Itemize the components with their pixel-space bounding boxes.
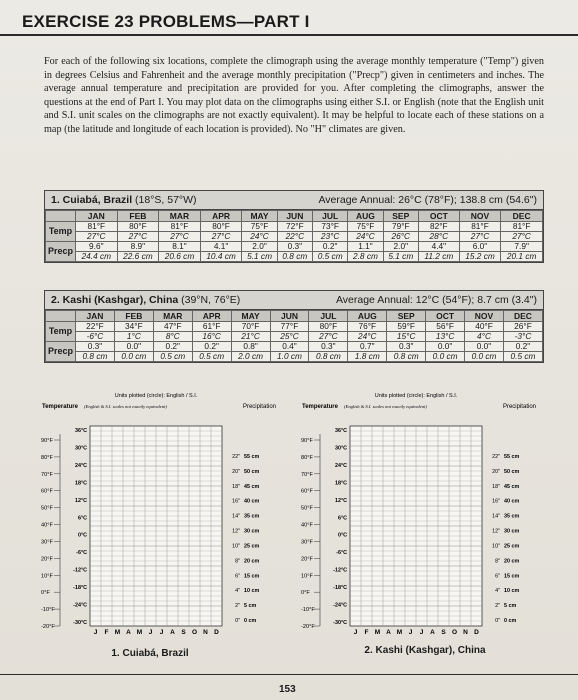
temp-c-tick: -12°C (333, 567, 347, 574)
table-cell: 0.0 cm (426, 352, 465, 362)
precip-in-tick: 18" (232, 483, 240, 490)
table-cell: 6.0" (459, 242, 501, 252)
temp-f-tick: 30°F (301, 539, 313, 546)
precip-in-tick: 16" (492, 498, 500, 505)
temp-f-tick: 80°F (301, 454, 313, 461)
table-cell: 4.1" (200, 242, 242, 252)
table-cell: 0.0" (426, 342, 465, 352)
location-table-kashi (44, 290, 544, 363)
climograph-caption-kashi: 2. Kashi (Kashgar), China (364, 645, 486, 656)
temp-f-tick: 60°F (41, 488, 53, 495)
precip-cm-tick: 45 cm (504, 483, 520, 490)
table-cell: 2.0 cm (231, 352, 270, 362)
precip-in-tick: 4" (495, 588, 500, 595)
table-cell: 61°F (192, 322, 231, 332)
precip-in-tick: 6" (235, 573, 240, 580)
temp-c-tick: 0°C (77, 532, 87, 539)
corner-cell (46, 311, 76, 322)
temp-f-tick: 30°F (41, 539, 53, 546)
month-initial: D (214, 629, 219, 636)
temp-f-tick: 20°F (41, 556, 53, 563)
temp-f-tick: 70°F (301, 471, 313, 478)
precip-in-tick: 0" (495, 618, 500, 624)
month-header: JAN (76, 311, 115, 322)
table-cell: 76°F (348, 322, 387, 332)
month-header: OCT (426, 311, 465, 322)
precip-cm-tick: 50 cm (504, 468, 520, 475)
month-header: SEP (387, 311, 426, 322)
temp-f-tick: 20°F (301, 556, 313, 563)
month-header: OCT (418, 211, 459, 222)
table-cell: 24°C (348, 232, 383, 242)
corner-cell (46, 211, 76, 222)
row-label: Temp (46, 322, 76, 342)
temp-c-tick: -12°C (73, 567, 87, 574)
table-cell: 0.8" (231, 342, 270, 352)
climograph-svg (300, 388, 540, 643)
temp-c-tick: -30°C (73, 620, 87, 626)
location-title: 2. Kashi (Kashgar), China (51, 294, 179, 306)
precip-cm-tick: 40 cm (244, 498, 260, 505)
precip-in-tick: 10" (232, 543, 240, 550)
month-initial: F (364, 629, 369, 636)
precip-cm-tick: 20 cm (244, 558, 260, 565)
precip-cm-tick: 15 cm (244, 573, 260, 580)
temp-c-tick: 30°C (74, 445, 87, 452)
month-initial: M (396, 629, 403, 636)
table-row (46, 322, 543, 332)
table-cell: 82°F (418, 222, 459, 232)
table-cell: 80°F (117, 222, 159, 232)
precip-cm-tick: 15 cm (504, 573, 520, 580)
table-row (46, 232, 543, 242)
precip-cm-tick: 0 cm (504, 618, 517, 624)
bottom-rule (0, 674, 578, 675)
month-header: FEB (117, 211, 159, 222)
precip-cm-tick: 50 cm (244, 468, 260, 475)
table-cell: 23°C (313, 232, 348, 242)
month-header: APR (200, 211, 242, 222)
month-initial: M (136, 629, 143, 636)
table-cell: 5.1 cm (242, 252, 277, 262)
table-cell: 24°C (242, 232, 277, 242)
units-line: Units plotted (circle): English / S.I. (114, 393, 198, 399)
table-cell: 0.3" (277, 242, 312, 252)
temp-c-tick: 12°C (74, 497, 87, 504)
month-initial: O (191, 629, 198, 636)
table-cell: 22°C (277, 232, 312, 242)
temp-f-tick: -20°F (41, 624, 55, 630)
month-header: FEB (114, 311, 153, 322)
precip-cm-tick: 0 cm (244, 618, 257, 624)
table-cell: 47°F (153, 322, 192, 332)
precip-cm-tick: 30 cm (244, 528, 260, 535)
table-cell: 11.2 cm (418, 252, 459, 262)
month-header: MAY (231, 311, 270, 322)
table-cell: 0.4" (270, 342, 309, 352)
table-cell: 0.8 cm (277, 252, 312, 262)
month-initial: D (474, 629, 479, 636)
climograph-cuiaba (40, 388, 280, 643)
precip-cm-tick: 10 cm (244, 588, 260, 595)
temp-f-tick: 60°F (301, 488, 313, 495)
precip-in-tick: 20" (492, 468, 500, 475)
precip-in-tick: 6" (495, 573, 500, 580)
table-row (46, 342, 543, 352)
month-header: DEC (503, 311, 542, 322)
table-cell: 27°C (117, 232, 159, 242)
month-initial: J (159, 629, 164, 636)
month-header: JUN (277, 211, 312, 222)
temp-f-tick: 90°F (41, 438, 53, 444)
temp-c-tick: -18°C (73, 585, 87, 592)
temp-c-tick: 36°C (334, 428, 347, 434)
month-initial: A (386, 629, 391, 636)
table-cell: 24°C (348, 332, 387, 342)
month-header: MAR (159, 211, 201, 222)
table-cell: 27°C (501, 232, 543, 242)
row-label: Temp (46, 222, 76, 242)
table-cell: 25°C (270, 332, 309, 342)
page-title: EXERCISE 23 PROBLEMS—PART I (22, 12, 310, 31)
precip-in-tick: 12" (492, 528, 500, 535)
location-coords: (39°N, 76°E) (181, 294, 241, 306)
table-cell: -3°C (503, 332, 542, 342)
table-row (46, 332, 543, 342)
climate-table (45, 310, 543, 362)
precip-in-tick: 8" (495, 558, 500, 565)
table-cell: 1.8 cm (348, 352, 387, 362)
precip-cm-tick: 40 cm (504, 498, 520, 505)
temp-f-tick: 90°F (301, 438, 313, 444)
temp-f-tick: 70°F (41, 471, 53, 478)
table-cell: 75°F (242, 222, 277, 232)
month-initial: S (181, 629, 186, 636)
temp-c-tick: -18°C (333, 585, 347, 592)
month-initial: A (170, 629, 175, 636)
month-initial: A (430, 629, 435, 636)
precip-in-tick: 0" (235, 618, 240, 624)
precipitation-header: Precipitation (502, 404, 536, 410)
annual-average: Average Annual: 26°C (78°F); 138.8 cm (54.6") (318, 194, 537, 206)
precipitation-header: Precipitation (242, 404, 276, 410)
location-header (45, 191, 543, 210)
table-cell: 0.8 cm (76, 352, 115, 362)
table-cell: 15°C (387, 332, 426, 342)
table-cell: 0.3" (76, 342, 115, 352)
table-cell: 0.8 cm (387, 352, 426, 362)
precip-cm-tick: 35 cm (244, 513, 260, 520)
table-row (46, 352, 543, 362)
table-cell: 4.4" (418, 242, 459, 252)
temp-f-tick: 40°F (41, 522, 53, 529)
temp-f-tick: 10°F (301, 573, 313, 580)
table-cell: 0.2" (503, 342, 542, 352)
table-cell: 8°C (153, 332, 192, 342)
month-header: JUL (309, 311, 348, 322)
table-row (46, 252, 543, 262)
table-cell: 0.5 cm (313, 252, 348, 262)
table-cell: 16°C (192, 332, 231, 342)
month-initial: M (374, 629, 381, 636)
temp-c-tick: 18°C (334, 480, 347, 487)
precip-in-tick: 12" (232, 528, 240, 535)
precip-cm-tick: 5 cm (244, 603, 257, 610)
precip-cm-tick: 55 cm (504, 454, 520, 460)
precip-cm-tick: 30 cm (504, 528, 520, 535)
table-cell: 59°F (387, 322, 426, 332)
precip-in-tick: 14" (232, 513, 240, 520)
temp-f-tick: -20°F (301, 624, 315, 630)
table-row (46, 222, 543, 232)
temp-c-tick: 6°C (337, 515, 347, 522)
month-initial: J (148, 629, 153, 636)
table-cell: 9.6" (76, 242, 118, 252)
table-cell: 0.2" (153, 342, 192, 352)
table-cell: 10.4 cm (200, 252, 242, 262)
table-cell: 26°C (383, 232, 418, 242)
table-cell: 0.0" (114, 342, 153, 352)
table-cell: 7.9" (501, 242, 543, 252)
table-cell: 81°F (459, 222, 501, 232)
table-cell: 1.1" (348, 242, 383, 252)
table-cell: 13°C (426, 332, 465, 342)
table-cell: 0.5 cm (192, 352, 231, 362)
table-cell: 0.0" (465, 342, 504, 352)
month-header: JUL (313, 211, 348, 222)
temp-c-tick: 18°C (74, 480, 87, 487)
table-cell: 34°F (114, 322, 153, 332)
table-cell: 27°C (309, 332, 348, 342)
month-header: APR (192, 311, 231, 322)
page-number: 153 (279, 684, 296, 695)
table-cell: 0.5 cm (503, 352, 542, 362)
table-cell: 0.7" (348, 342, 387, 352)
month-header: AUG (348, 211, 383, 222)
month-header: JAN (76, 211, 118, 222)
table-cell: 8.9" (117, 242, 159, 252)
table-cell: 0.0 cm (465, 352, 504, 362)
precip-in-tick: 22" (232, 454, 240, 460)
month-initial: J (353, 629, 358, 636)
temp-c-tick: 36°C (74, 428, 87, 434)
precip-in-tick: 22" (492, 454, 500, 460)
row-label: Precp (46, 242, 76, 262)
table-cell: 28°C (418, 232, 459, 242)
table-cell: 27°C (200, 232, 242, 242)
month-header: JUN (270, 311, 309, 322)
climograph-svg (40, 388, 280, 643)
table-cell: 0.0 cm (114, 352, 153, 362)
table-row (46, 242, 543, 252)
table-cell: 22.6 cm (117, 252, 159, 262)
climograph-caption-cuiaba: 1. Cuiabá, Brazil (111, 648, 189, 659)
table-cell: 26°F (503, 322, 542, 332)
temp-c-tick: 24°C (74, 462, 87, 469)
precip-in-tick: 4" (235, 588, 240, 595)
precip-in-tick: 20" (232, 468, 240, 475)
table-cell: 15.2 cm (459, 252, 501, 262)
precip-in-tick: 14" (492, 513, 500, 520)
temp-c-tick: 30°C (334, 445, 347, 452)
precip-cm-tick: 20 cm (504, 558, 520, 565)
temperature-header: Temperature (302, 404, 338, 410)
temp-f-tick: -10°F (301, 607, 315, 614)
precip-in-tick: 2" (495, 603, 500, 610)
table-cell: 81°F (76, 222, 118, 232)
month-initial: F (104, 629, 109, 636)
table-cell: 4°C (465, 332, 504, 342)
table-cell: 56°F (426, 322, 465, 332)
table-cell: 0.8 cm (309, 352, 348, 362)
location-coords: (18°S, 57°W) (135, 194, 197, 206)
precip-cm-tick: 10 cm (504, 588, 520, 595)
precip-cm-tick: 35 cm (504, 513, 520, 520)
temp-f-tick: 80°F (41, 454, 53, 461)
table-cell: 0.3" (387, 342, 426, 352)
month-initial: J (93, 629, 98, 636)
table-cell: 2.0" (242, 242, 277, 252)
month-header: NOV (465, 311, 504, 322)
table-cell: 1.0 cm (270, 352, 309, 362)
climate-table (45, 210, 543, 262)
table-cell: 81°F (501, 222, 543, 232)
month-header: MAR (153, 311, 192, 322)
table-cell: 81°F (159, 222, 201, 232)
location-header (45, 291, 543, 310)
temperature-note: (English & S.I. scales not exactly equivalent) (344, 404, 427, 409)
month-initial: J (408, 629, 413, 636)
temp-f-tick: 50°F (41, 505, 53, 512)
month-initial: J (419, 629, 424, 636)
temp-c-tick: -6°C (336, 550, 347, 557)
month-header: DEC (501, 211, 543, 222)
table-cell: 20.1 cm (501, 252, 543, 262)
table-cell: 77°F (270, 322, 309, 332)
precip-in-tick: 10" (492, 543, 500, 550)
precip-in-tick: 2" (235, 603, 240, 610)
location-name (51, 194, 197, 206)
table-cell: 1°C (114, 332, 153, 342)
table-cell: 2.8 cm (348, 252, 383, 262)
temp-f-tick: 50°F (301, 505, 313, 512)
temp-c-tick: 6°C (77, 515, 87, 522)
month-header: MAY (242, 211, 277, 222)
precip-in-tick: 8" (235, 558, 240, 565)
month-header: SEP (383, 211, 418, 222)
temperature-note: (English & S.I. scales not exactly equivalent) (84, 404, 167, 409)
temperature-header: Temperature (42, 404, 78, 410)
temp-f-tick: 40°F (301, 522, 313, 529)
climograph-kashi (300, 388, 540, 643)
table-cell: 79°F (383, 222, 418, 232)
precip-cm-tick: 55 cm (244, 454, 260, 460)
table-cell: 27°C (159, 232, 201, 242)
table-cell: 27°C (76, 232, 118, 242)
table-cell: -6°C (76, 332, 115, 342)
temp-f-tick: -10°F (41, 607, 55, 614)
precip-cm-tick: 25 cm (504, 543, 520, 550)
title-rule (0, 34, 578, 36)
month-header: NOV (459, 211, 501, 222)
table-cell: 27°C (459, 232, 501, 242)
table-cell: 8.1" (159, 242, 201, 252)
month-header: AUG (348, 311, 387, 322)
table-cell: 80°F (200, 222, 242, 232)
temp-c-tick: 24°C (334, 462, 347, 469)
temp-c-tick: 12°C (334, 497, 347, 504)
table-cell: 0.2" (192, 342, 231, 352)
table-cell: 75°F (348, 222, 383, 232)
instructions-paragraph: For each of the following six locations, complete the climograph using the average monthly temperature ("Temp") given in degrees Celsius and Fahrenheit and the average monthly precipitation ("Precp") given in centimeters and inches. The average annual temperature and precipitation are provided for you. After completing the climographs, answer the questions at the end of Part I. You may plot data on the climographs using either S.I. or English (note that the English unit and S.I. unit scales on the climographs are not exactly equivalent). It may be helpful to locate each of these stations on a map (the latitude and longitude of each location is provided). No "H" climates are given. (44, 56, 544, 135)
table-cell: 0.2" (313, 242, 348, 252)
precip-in-tick: 16" (232, 498, 240, 505)
temp-c-tick: -6°C (76, 550, 87, 557)
location-table-cuiaba (44, 190, 544, 263)
units-line: Units plotted (circle): English / S.I. (374, 393, 458, 399)
month-initial: A (126, 629, 131, 636)
table-cell: 24.4 cm (76, 252, 118, 262)
table-cell: 21°C (231, 332, 270, 342)
temp-c-tick: 0°C (337, 532, 347, 539)
location-name (51, 294, 240, 306)
annual-average: Average Annual: 12°C (54°F); 8.7 cm (3.4") (335, 294, 537, 306)
temp-f-tick: 0°F (301, 590, 310, 597)
temp-f-tick: 10°F (41, 573, 53, 580)
precip-cm-tick: 45 cm (244, 483, 260, 490)
table-cell: 0.3" (309, 342, 348, 352)
month-initial: O (451, 629, 458, 636)
table-cell: 20.6 cm (159, 252, 201, 262)
precip-in-tick: 18" (492, 483, 500, 490)
precip-cm-tick: 5 cm (504, 603, 517, 610)
table-cell: 22°F (76, 322, 115, 332)
temp-f-tick: 0°F (41, 590, 50, 597)
month-initial: S (441, 629, 446, 636)
month-initial: N (203, 629, 208, 636)
temp-c-tick: -24°C (73, 602, 87, 609)
table-cell: 2.0" (383, 242, 418, 252)
precip-cm-tick: 25 cm (244, 543, 260, 550)
temp-c-tick: -30°C (333, 620, 347, 626)
table-cell: 72°F (277, 222, 312, 232)
table-cell: 80°F (309, 322, 348, 332)
month-initial: N (463, 629, 468, 636)
table-cell: 5.1 cm (383, 252, 418, 262)
location-title: 1. Cuiabá, Brazil (51, 194, 133, 206)
month-initial: M (114, 629, 121, 636)
row-label: Precp (46, 342, 76, 362)
table-cell: 40°F (465, 322, 504, 332)
table-cell: 73°F (313, 222, 348, 232)
table-cell: 70°F (231, 322, 270, 332)
temp-c-tick: -24°C (333, 602, 347, 609)
table-cell: 0.5 cm (153, 352, 192, 362)
